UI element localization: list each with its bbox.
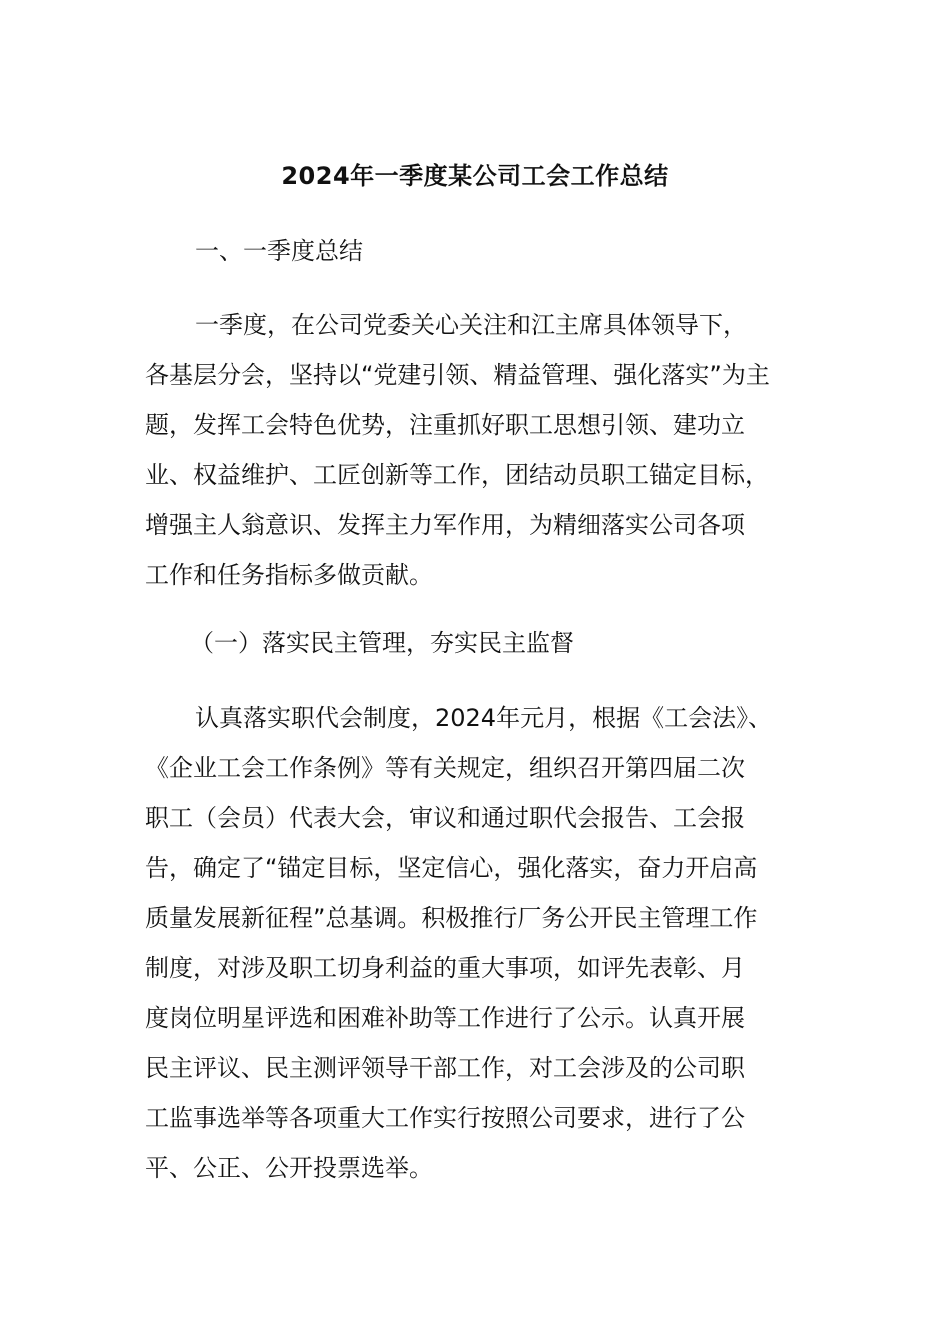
paragraph-line: 民主评议、民主测评领导干部工作，对工会涉及的公司职 <box>145 1054 745 1082</box>
paragraph-line: 题，发挥工会特色优势，注重抓好职工思想引领、建功立 <box>145 411 745 439</box>
paragraph-line: 各基层分会，坚持以“党建引领、精益管理、强化落实”为主 <box>145 361 770 389</box>
subsection-paragraph <box>145 693 810 1193</box>
paragraph-line: 业、权益维护、工匠创新等工作，团结动员职工锚定目标， <box>145 461 769 489</box>
paragraph-line: 《企业工会工作条例》等有关规定，组织召开第四届二次 <box>145 754 745 782</box>
paragraph-line: 一季度，在公司党委关心关注和江主席具体领导下， <box>195 311 747 339</box>
subsection-heading: （一）落实民主管理，夯实民主监督 <box>190 629 574 657</box>
section-heading: 一、一季度总结 <box>195 237 363 265</box>
paragraph-line: 质量发展新征程”总基调。积极推行厂务公开民主管理工作 <box>145 904 758 932</box>
document-title: 2024年一季度某公司工会工作总结 <box>281 162 669 190</box>
paragraph-line: 工监事选举等各项重大工作实行按照公司要求，进行了公 <box>145 1104 745 1132</box>
paragraph-line: 度岗位明星评选和困难补助等工作进行了公示。认真开展 <box>145 1004 745 1032</box>
paragraph-line: 工作和任务指标多做贡献。 <box>145 561 433 589</box>
paragraph-line: 认真落实职代会制度，2024年元月，根据《工会法》、 <box>195 704 773 732</box>
paragraph-line: 告，确定了“锚定目标，坚定信心，强化落实，奋力开启高 <box>145 854 758 882</box>
paragraph-line: 增强主人翁意识、发挥主力军作用，为精细落实公司各项 <box>145 511 745 539</box>
paragraph-line: 职工（会员）代表大会，审议和通过职代会报告、工会报 <box>145 804 745 832</box>
intro-paragraph <box>145 300 810 600</box>
paragraph-line: 制度，对涉及职工切身利益的重大事项，如评先表彰、月 <box>145 954 745 982</box>
paragraph-line: 平、公正、公开投票选举。 <box>145 1154 433 1182</box>
